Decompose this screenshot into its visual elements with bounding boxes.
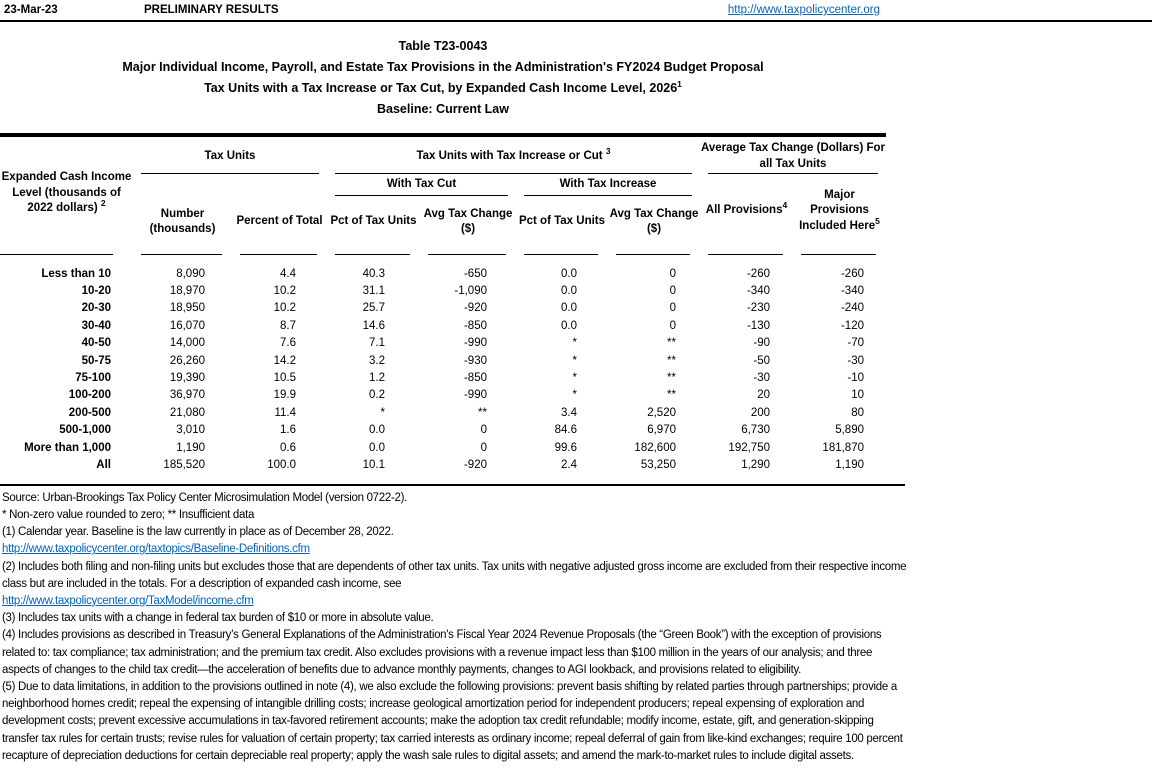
baseline-definitions-link[interactable]: http://www.taxpolicycenter.org/taxtopics/Baseline-Definitions.cfm [2,543,310,556]
header-expanded-cash-income: Expanded Cash Income Level (thousands of 2022 dollars) $^2$ [1,171,132,215]
table-row [0,265,886,282]
table-row [0,282,886,299]
cell: 0.0 [561,319,577,332]
cell: -240 [840,302,864,315]
cell: 8,090 [176,267,205,280]
cell: 185,520 [163,458,205,471]
cell: 14.6 [362,319,385,332]
cell: -850 [463,319,487,332]
cell: -230 [746,302,770,315]
eci-footnote-sup: 2 [100,198,106,209]
cell: -260 [840,267,864,280]
cell: -930 [463,354,487,367]
cell: 0.0 [561,302,577,315]
cell: 0 [669,285,676,298]
cell: * [380,406,385,419]
cell: 10.2 [273,302,296,315]
cell: 3,010 [176,424,205,437]
cell: 10.5 [273,372,296,385]
row-label: 30-40 [81,319,111,332]
table-row [0,456,886,473]
cell: 1,190 [835,458,864,471]
cell: -920 [463,458,487,471]
cell: ** [667,389,676,402]
cell: 21,080 [169,406,205,419]
cell: 16,070 [169,319,205,332]
cell: 0.0 [369,441,385,454]
cell: ** [478,406,487,419]
cell: 0 [669,319,676,332]
cell: 99.6 [554,441,577,454]
note-3: (3) Includes tax units with a change in federal tax burden of $10 or more in absolute value. [2,612,434,625]
cell: 26,260 [169,354,205,367]
table-row [0,404,886,421]
column-rule [141,254,222,255]
column-rule [240,254,317,255]
table-title: Major Individual Income, Payroll, and Estate Tax Provisions in the Administration's FY2024 Budget Proposal [122,60,764,74]
cell: -30 [753,372,770,385]
cell: -650 [463,267,487,280]
cell: ** [667,354,676,367]
row-label: 200-500 [68,406,111,419]
cell: 2.4 [561,458,577,471]
column-rule [428,254,506,255]
header-all-provisions: All Provisions$^4$ [705,200,788,217]
row-label: More than 1,000 [24,441,111,454]
table-row [0,352,886,369]
cell: 200 [750,406,770,419]
cell: 36,970 [169,389,205,402]
cell: 10 [851,389,864,402]
cell: 181,870 [822,441,864,454]
header-group-tax-units: Tax Units [133,139,327,174]
note-1: (1) Calendar year. Baseline is the law currently in place as of December 28, 2022. [2,526,394,539]
cell: -30 [847,354,864,367]
subtitle-footnote-sup: 1 [677,78,682,89]
cell: -70 [847,337,864,350]
cell: 20 [757,389,770,402]
column-rule [801,254,876,255]
cell: 80 [851,406,864,419]
cell: -850 [463,372,487,385]
cell: 19,390 [169,372,205,385]
column-rule [708,254,783,255]
row-label: 75-100 [75,372,111,385]
cell: -130 [746,319,770,332]
cell: 2,520 [647,406,676,419]
header-group-average-tax-change: Average Tax Change (Dollars) For all Tax Units [700,139,886,174]
cell: -120 [840,319,864,332]
table-bottom-rule [0,484,905,486]
cell: 0 [669,302,676,315]
baseline-label: Baseline: Current Law [377,102,509,116]
cell: 0 [480,424,487,437]
cell: 3.2 [369,354,385,367]
cell: -50 [753,354,770,367]
cell: * [572,337,577,350]
cell: 0 [480,441,487,454]
table-row [0,300,886,317]
table-row [0,335,886,352]
row-label: 10-20 [81,285,111,298]
title-block [0,36,886,120]
date-label: 23-Mar-23 [4,4,58,16]
cell: 3.4 [561,406,577,419]
cell: 19.9 [273,389,296,402]
table-row [0,369,886,386]
cell: -10 [847,372,864,385]
cell: 14.2 [273,354,296,367]
cell: 0.0 [369,424,385,437]
table-row [0,317,886,334]
column-rule [524,254,598,255]
row-label: All [96,458,111,471]
column-rule [0,254,113,255]
cell: 1.2 [369,372,385,385]
row-label: 50-75 [81,354,111,367]
preliminary-results-label: PRELIMINARY RESULTS [144,4,279,16]
cell: 4.4 [280,267,296,280]
cell: -260 [746,267,770,280]
cell: -90 [753,337,770,350]
cell: 53,250 [640,458,676,471]
note-2: (2) Includes both filing and non-filing units but excludes those that are dependents of other tax units. Tax units with negative adjusted gross income are excluded from their respective income class but are included in the totals. For a description of expanded cash income, see [2,560,907,590]
cell: 182,600 [634,441,676,454]
cell: 0 [669,267,676,280]
cell: -920 [463,302,487,315]
cell: 0.0 [561,267,577,280]
cell: 1,290 [741,458,770,471]
cell: 0.6 [280,441,296,454]
all-provisions-footnote-sup: 4 [782,200,788,211]
table-row [0,422,886,439]
cell: 0.0 [561,285,577,298]
column-rule [616,254,690,255]
source-note: Source: Urban-Brookings Tax Policy Center Microsimulation Model (version 0722-2). [2,491,408,504]
cell: 84.6 [554,424,577,437]
top-bar [0,0,1152,22]
cell: ** [667,372,676,385]
cell: -340 [840,285,864,298]
header-pct-of-tax-units-increase: Pct of Tax Units [518,215,606,228]
cell: * [572,354,577,367]
cell: 40.3 [362,267,385,280]
row-label: Less than 10 [41,267,111,280]
table-top-double-rule [0,133,886,137]
header-subgroup-with-tax-cut: With Tax Cut [327,174,516,196]
note-5: (5) Due to data limitations, in addition to the provisions outlined in note (4), we also exclude the following provisions: prevent basis shifting by related parties through partnerships; provide a neighborhood homes credit; repeal the expensing of intangible drilling costs; increase geological amortization period for independent producers; repeal expensing of exploration and development costs; prevent excessive accumulations in tax-favored retirement accounts; make the adoption tax credit refundable; modify income, estate, gift, and generation-skipping transfer tax rules for certain trusts; revise rules for valuation of certain property; tax carried interests as ordinary income; repeal deferral of gain from like-kind exchanges; require 100 percent recapture of depreciation deductions for certain depreciable real property; apply the wash sale rules to digital assets; and amend the mark-to-market rules to include digital assets. [2,680,903,762]
cell: ** [667,337,676,350]
site-link[interactable]: http://www.taxpolicycenter.org [727,4,880,16]
header-avg-tax-change-cut: Avg Tax Change ($) [423,207,513,235]
cell: 14,000 [169,337,205,350]
cell: 18,970 [169,285,205,298]
table-subtitle: Tax Units with a Tax Increase or Tax Cut, by Expanded Cash Income Level, 2026$^1$ [204,78,682,95]
cell: * [572,372,577,385]
cell: 6,730 [741,424,770,437]
header-subgroup-with-tax-increase: With Tax Increase [516,174,700,196]
cell: -990 [463,337,487,350]
header-percent-of-total: Percent of Total [236,215,323,228]
cell: 11.4 [274,406,296,419]
header-pct-of-tax-units-cut: Pct of Tax Units [330,215,417,228]
note-4: (4) Includes provisions as described in Treasury’s General Explanations of the Administration's Fiscal Year 2024 Revenue Proposals (the “Green Book”) with the exception of provisions related to: tax compliance; tax administration; and the premium tax credit. Also excludes provisions with a revenue impact less than $100 million in the years of our analysis; and three aspects of changes to the child tax credit—the acceleration of benefits due to advance monthly payments, changes to AGI lookback, and provisions related to eligibility. [2,629,882,676]
cell: 1,190 [176,441,205,454]
cell: 192,750 [728,441,770,454]
cell: 8.7 [280,319,296,332]
cell: 18,950 [169,302,205,315]
cell: 1.6 [280,424,296,437]
column-rule [335,254,410,255]
symbols-note: * Non-zero value rounded to zero; ** Insufficient data [2,508,255,521]
table-row [0,387,886,404]
header-avg-tax-change-increase: Avg Tax Change ($) [609,207,699,235]
cell: 10.2 [273,285,296,298]
table-number: Table T23-0043 [398,39,488,53]
cell: 10.1 [362,458,385,471]
cell: -990 [463,389,487,402]
header-group-increase-or-cut: Tax Units with Tax Increase or Cut $^3$ [327,139,700,174]
cell: 0.2 [369,389,385,402]
cell: 31.1 [362,285,385,298]
row-label: 40-50 [81,337,111,350]
table-header [0,139,886,256]
header-number-thousands: Number (thousands) [149,207,216,235]
header-major-provisions: Major Provisions Included Here$^5$ [799,188,880,232]
cell: 7.6 [280,337,296,350]
table-row [0,439,886,456]
row-label: 100-200 [68,389,111,402]
data-table [0,133,886,486]
cell: 6,970 [647,424,676,437]
footnotes [0,490,908,765]
cell: 25.7 [362,302,385,315]
income-definition-link[interactable]: http://www.taxpolicycenter.org/TaxModel/income.cfm [2,594,254,607]
table-body [0,265,886,474]
row-label: 500-1,000 [59,424,111,437]
cell: 100.0 [267,458,296,471]
row-label: 20-30 [81,302,111,315]
cell: * [572,389,577,402]
cell: -340 [746,285,770,298]
cell: -1,090 [454,285,487,298]
major-provisions-footnote-sup: 5 [875,215,880,226]
increase-or-cut-footnote-sup: 3 [605,145,611,156]
cell: 7.1 [369,337,385,350]
cell: 5,890 [835,424,864,437]
